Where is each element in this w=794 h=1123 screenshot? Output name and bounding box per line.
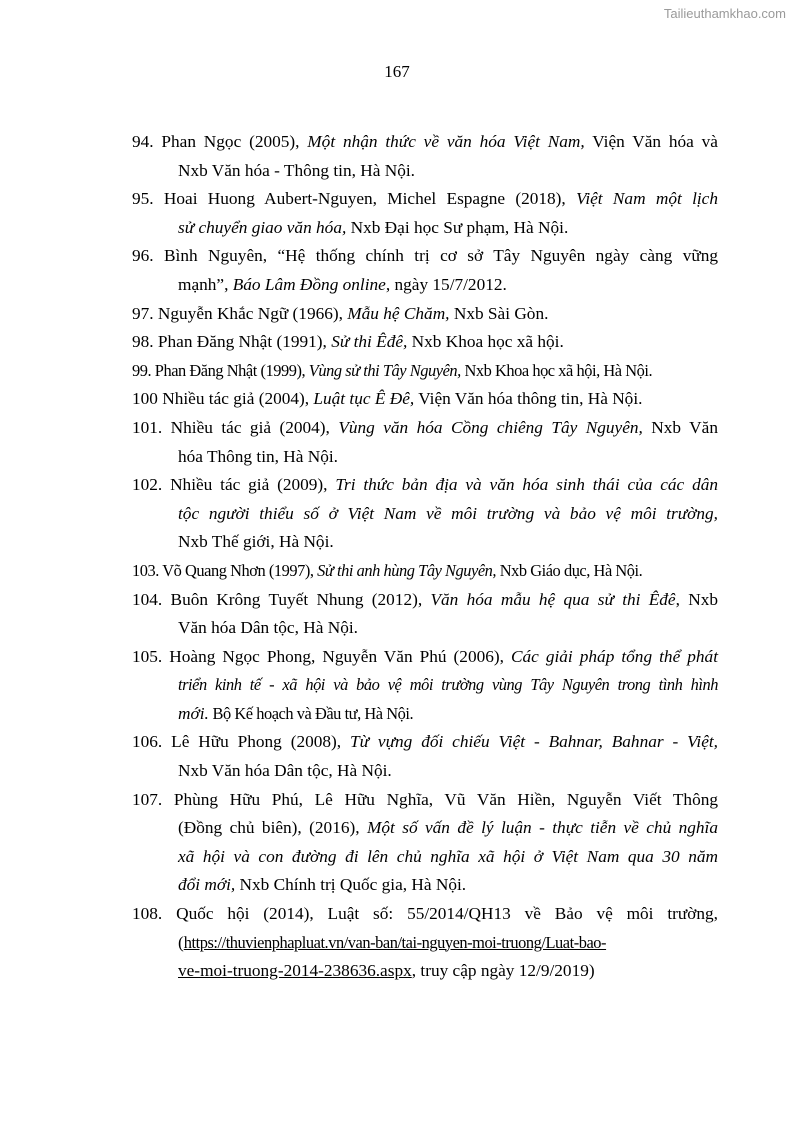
reference-108 — [132, 900, 718, 986]
reference-title: xã hội và con đường đi lên chủ nghĩa xã hội ở Việt Nam qua 30 năm — [178, 846, 718, 866]
page-number: 167 — [384, 62, 410, 81]
reference-title: mới. — [178, 703, 209, 723]
reference-line: 101. Nhiều tác giả (2004), Vùng văn hóa Cồng chiêng Tây Nguyên, Nxb Văn — [132, 417, 718, 437]
reference-title: Vùng văn hóa Cồng chiêng Tây Nguyên, — [338, 417, 643, 437]
reference-100 — [132, 385, 718, 414]
reference-99 — [132, 357, 718, 386]
reference-url-link[interactable]: ve-moi-truong-2014-238636.aspx — [178, 961, 412, 981]
reference-94 — [132, 128, 718, 185]
reference-98 — [132, 328, 718, 357]
reference-title: Việt Nam một lịch — [576, 189, 718, 209]
reference-line: (https://thuvienphapluat.vn/van-ban/tai-nguyen-moi-truong/Luat-bao- — [178, 932, 607, 952]
reference-url-link[interactable]: https://thuvienphapluat.vn/van-ban/tai-nguyen-moi-truong/Luat-bao- — [183, 932, 607, 952]
reference-title: đổi mới, — [178, 875, 236, 895]
reference-title: Văn hóa mẫu hệ qua sử thi Êđê — [430, 589, 676, 609]
reference-title: Một số vấn đề lý luận - thực tiễn về chủ nghĩa — [366, 818, 718, 838]
reference-line — [132, 671, 718, 700]
reference-title: tộc người thiểu số ở Việt Nam về môi trường và bảo vệ môi trường, — [178, 503, 718, 523]
reference-104 — [132, 586, 718, 643]
reference-title: sử chuyển giao văn hóa, — [178, 217, 347, 237]
reference-title: Vùng sử thi Tây Nguyên, — [308, 360, 461, 380]
reference-line: 94. Phan Ngọc (2005), Một nhận thức về văn hóa Việt Nam, Viện Văn hóa và — [132, 132, 718, 151]
reference-line: 104. Buôn Krông Tuyết Nhung (2012), Văn hóa mẫu hệ qua sử thi Êđê, Nxb — [132, 589, 718, 609]
reference-title: Sử thi Êđê, — [331, 332, 408, 352]
watermark: Tailieuthamkhao.com — [663, 6, 786, 21]
reference-105 — [132, 643, 718, 729]
reference-line: 97. Nguyễn Khắc Ngữ (1966), Mẫu hệ Chăm, Nxb Sài Gòn. — [132, 303, 549, 323]
reference-95 — [132, 185, 718, 242]
reference-title: Sử thi anh hùng Tây Nguyên, — [317, 560, 497, 580]
reference-line: Nxb Thế giới, Hà Nội. — [178, 532, 334, 552]
reference-line: Văn hóa Dân tộc, Hà Nội. — [178, 618, 358, 638]
reference-title: Tri thức bản địa và văn hóa sinh thái của các dân — [335, 475, 718, 495]
reference-line — [132, 500, 718, 529]
reference-101 — [132, 414, 718, 471]
reference-97 — [132, 300, 718, 329]
reference-107 — [132, 786, 718, 900]
reference-title: Các giải pháp tổng thể phát — [510, 646, 718, 666]
reference-line: 107. Phùng Hữu Phú, Lê Hữu Nghĩa, Vũ Văn Hiền, Nguyễn Viết Thông — [132, 789, 718, 809]
reference-line: 99. Phan Đăng Nhật (1999), Vùng sử thi Tây Nguyên, Nxb Khoa học xã hội, Hà Nội. — [132, 360, 653, 380]
reference-title: Luật tục Ê Đê, — [313, 389, 415, 409]
reference-line: ve-moi-truong-2014-238636.aspx, truy cập ngày 12/9/2019) — [178, 961, 595, 981]
reference-line: 102. Nhiều tác giả (2009), Tri thức bản địa và văn hóa sinh thái của các dân — [132, 475, 718, 495]
reference-title: Từ vựng đối chiếu Việt - Bahnar, Bahnar - Việt, — [350, 732, 718, 752]
reference-line: sử chuyển giao văn hóa, Nxb Đại học Sư phạm, Hà Nội. — [178, 217, 569, 237]
reference-106 — [132, 728, 718, 785]
reference-line: 105. Hoàng Ngọc Phong, Nguyễn Văn Phú (2006), Các giải pháp tổng thể phát — [132, 646, 718, 666]
reference-line: 98. Phan Đăng Nhật (1991), Sử thi Êđê, Nxb Khoa học xã hội. — [132, 332, 564, 352]
reference-title: Một nhận thức về văn hóa Việt Nam, — [307, 132, 585, 151]
reference-line: 96. Bình Nguyên, “Hệ thống chính trị cơ sở Tây Nguyên ngày càng vững — [132, 246, 718, 266]
reference-line: mạnh”, Báo Lâm Đồng online, ngày 15/7/2012. — [178, 274, 507, 294]
reference-line: hóa Thông tin, Hà Nội. — [178, 446, 338, 466]
reference-line: 103. Võ Quang Nhơn (1997), Sử thi anh hùng Tây Nguyên, Nxb Giáo dục, Hà Nội. — [132, 560, 643, 580]
reference-103 — [132, 557, 718, 586]
reference-title: Mẫu hệ Chăm, — [347, 303, 450, 323]
reference-list — [132, 128, 718, 986]
reference-line: (Đồng chủ biên), (2016), Một số vấn đề lý luận - thực tiễn về chủ nghĩa — [178, 818, 718, 838]
reference-line: 100 Nhiều tác giả (2004), Luật tục Ê Đê, Viện Văn hóa thông tin, Hà Nội. — [132, 389, 643, 409]
reference-line: 95. Hoai Huong Aubert-Nguyen, Michel Espagne (2018), Việt Nam một lịch — [132, 189, 718, 209]
reference-line: Nxb Văn hóa Dân tộc, Hà Nội. — [178, 761, 392, 781]
reference-line: 106. Lê Hữu Phong (2008), Từ vựng đối chiếu Việt - Bahnar, Bahnar - Việt, — [132, 732, 718, 752]
reference-line: 108. Quốc hội (2014), Luật số: 55/2014/QH13 về Bảo vệ môi trường, — [132, 904, 718, 924]
reference-102 — [132, 471, 718, 557]
reference-line: mới. Bộ Kế hoạch và Đầu tư, Hà Nội. — [178, 703, 414, 723]
reference-line: Nxb Văn hóa - Thông tin, Hà Nội. — [178, 160, 415, 180]
reference-title: triển kinh tế - xã hội và bảo vệ môi trường vùng Tây Nguyên trong tình hình — [178, 675, 718, 695]
reference-title: Báo Lâm Đồng online — [232, 274, 386, 294]
reference-96 — [132, 242, 718, 299]
reference-line: đổi mới, Nxb Chính trị Quốc gia, Hà Nội. — [178, 875, 467, 895]
reference-line — [132, 843, 718, 872]
